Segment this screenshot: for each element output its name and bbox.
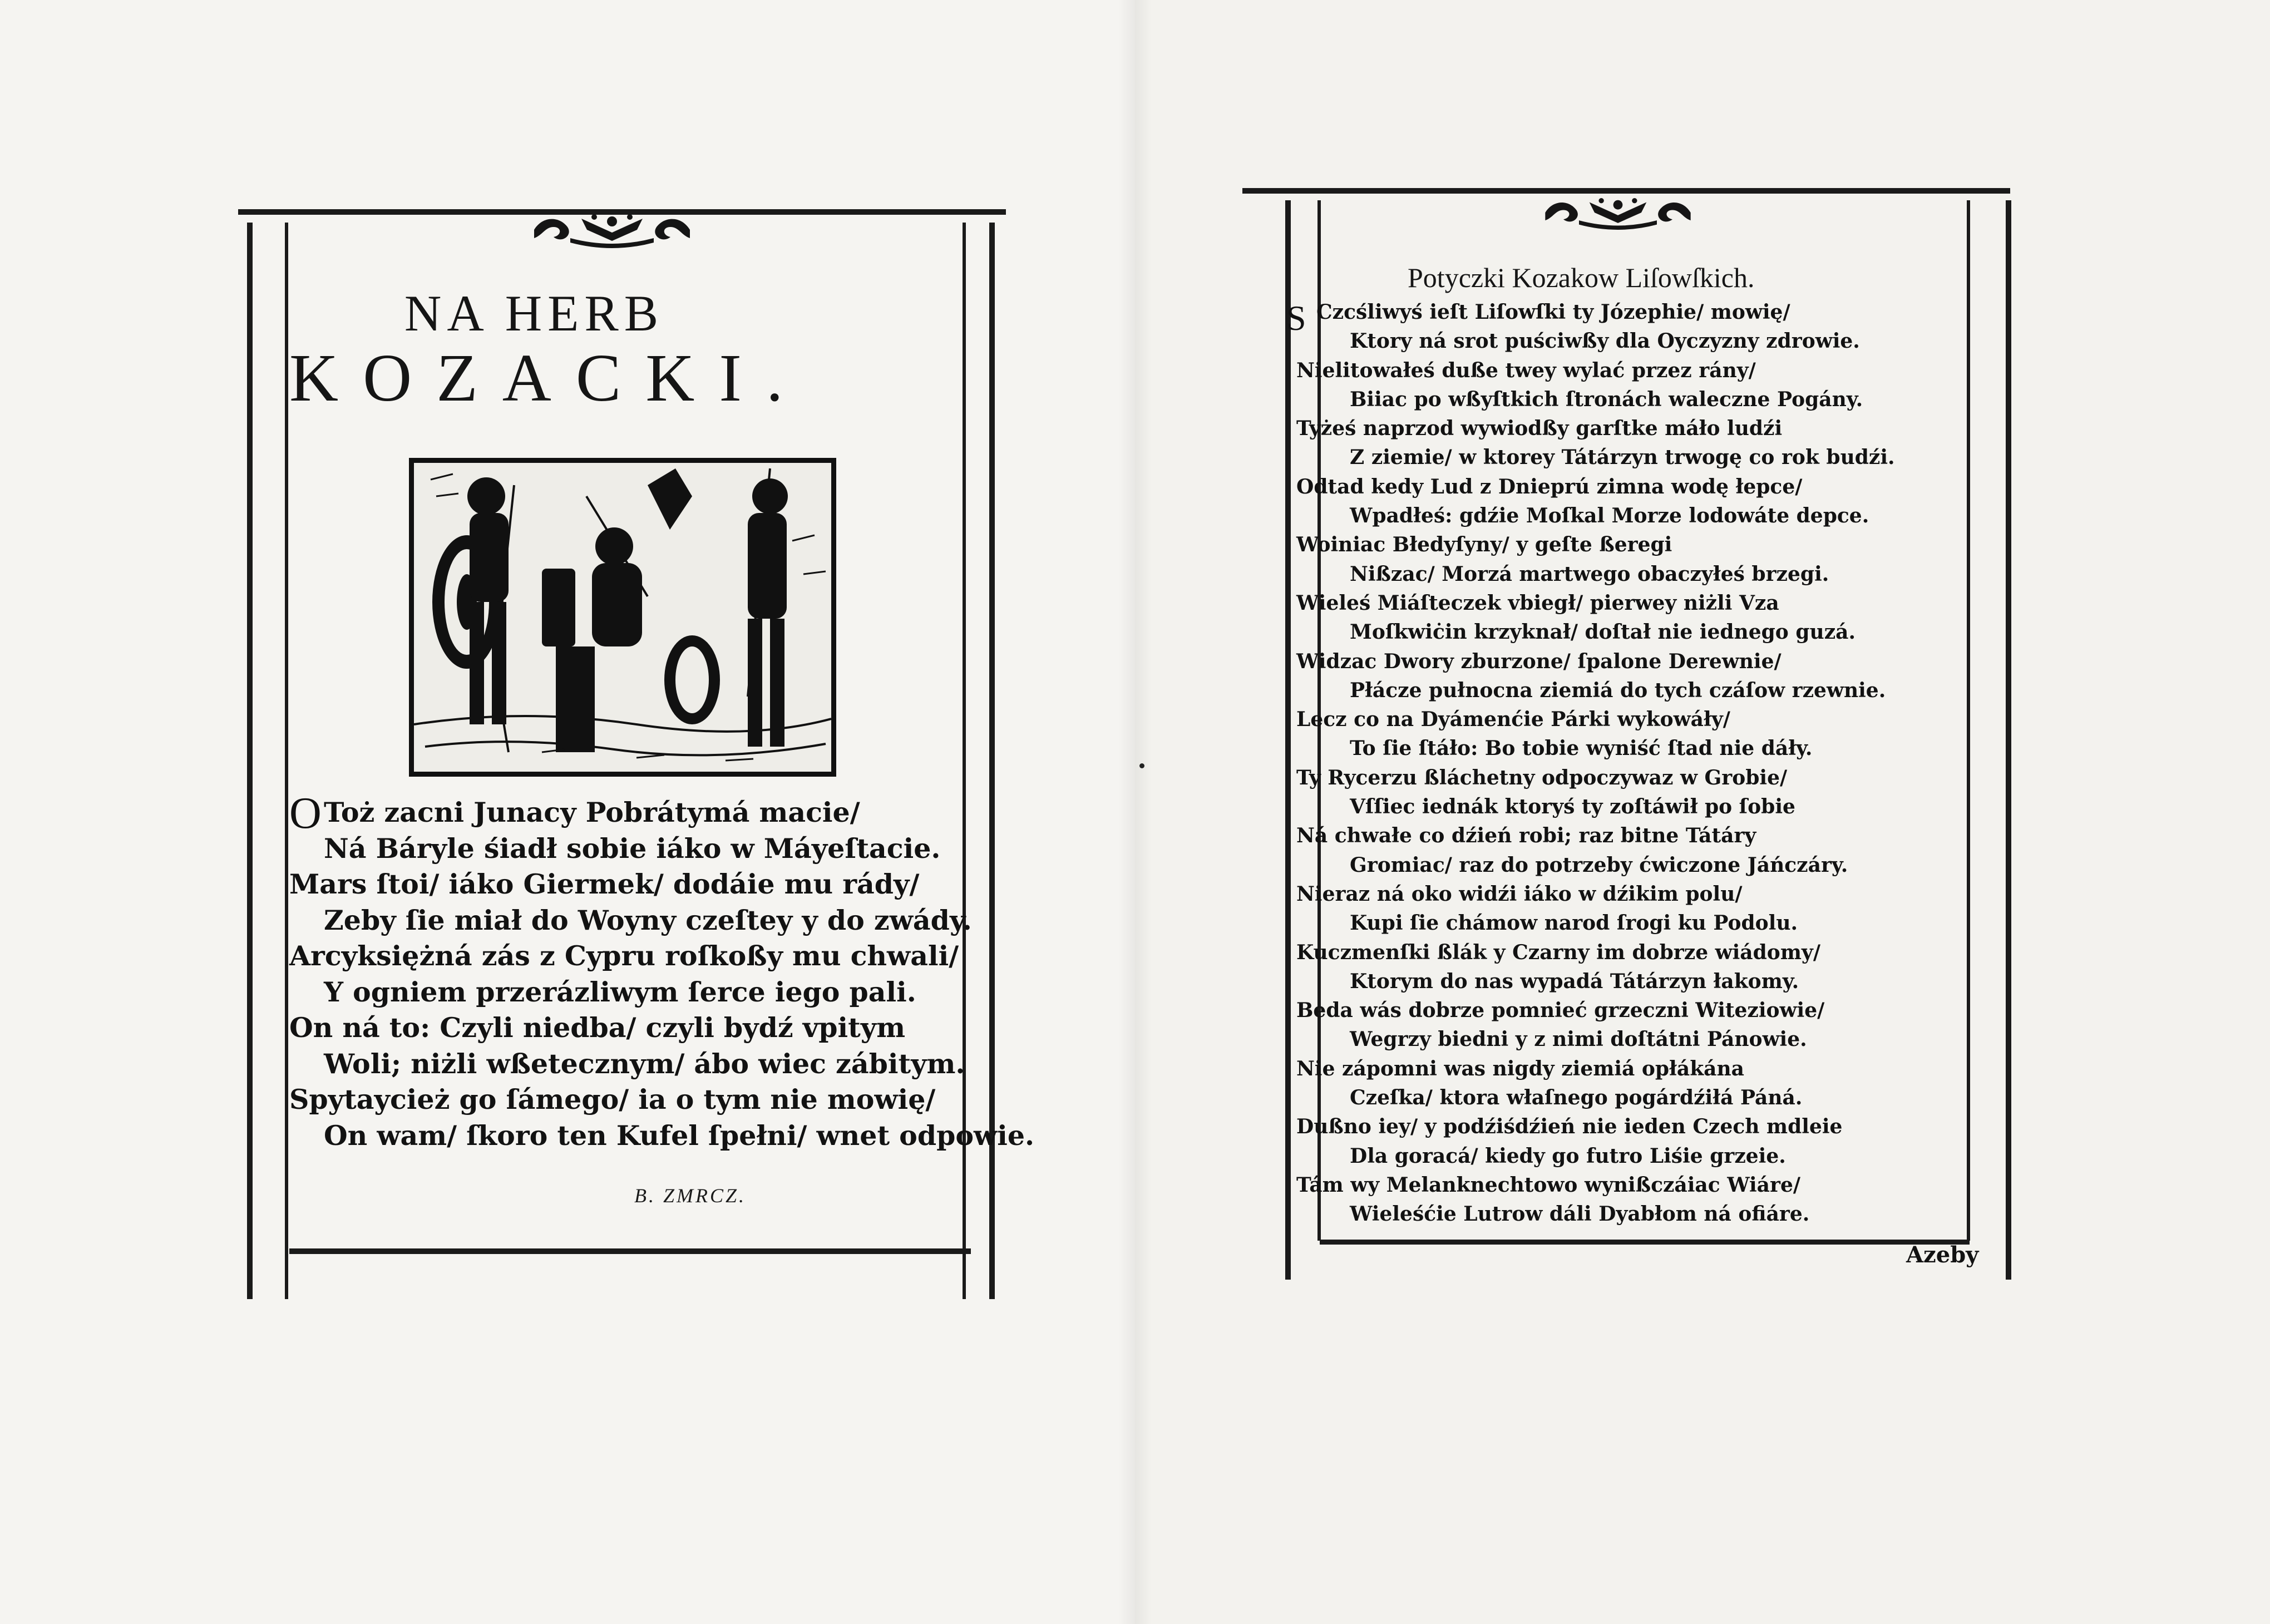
section-title: Potyczki Kozakow Liſowſkich. bbox=[1408, 262, 1755, 293]
poem-line: Arcyksiężná zás z Cypru roſkoßy mu chwali/ bbox=[289, 940, 959, 972]
poem-line: Zeby ſie miał do Woyny czeſtey y do zwády. bbox=[324, 904, 972, 936]
poem-line: Mars ſtoi/ iáko Giermek/ dodáie mu rády/ bbox=[289, 868, 920, 900]
poem-line: Woiniac Błedyſyny/ y geſte ßeregi bbox=[1296, 533, 1672, 557]
right-ornament-icon bbox=[1540, 189, 1696, 231]
poem-line: Spytaycież go ſámego/ ia o tym nie mowię/ bbox=[289, 1083, 936, 1115]
poem-line: Tyżeś naprzod wywiodßy garſtke máło ludźi bbox=[1296, 417, 1783, 441]
woodcut-illustration bbox=[409, 458, 836, 777]
poem-line: Gromiac/ raz do potrzeby ćwiczone Jáńczáry. bbox=[1350, 853, 1848, 877]
page-title-line2: KOZACKI. bbox=[289, 340, 808, 416]
poem-line: Widzac Dwory zburzone/ ſpalone Derewnie/ bbox=[1296, 649, 1782, 673]
poem-line: Nielitowałeś duße twey wylać przez rány/ bbox=[1296, 358, 1756, 382]
right-poem bbox=[1296, 298, 1895, 1229]
poem-line: Lecz co na Dyámenćie Párki wykowáły/ bbox=[1296, 708, 1730, 732]
poem-line: Toż zacni Junacy Pobrátymá macie/ bbox=[324, 796, 860, 828]
poem-line: Beda wás dobrze pomnieć grzeczni Witeziowie/ bbox=[1296, 999, 1825, 1023]
left-frame-inner-left-rule bbox=[285, 223, 288, 1299]
poem-line: Wieleśćie Lutrow dáli Dyabłom ná ofiáre. bbox=[1350, 1202, 1810, 1226]
poem-line: Czeſka/ ktora właſnego pogárdźiłá Páná. bbox=[1350, 1086, 1803, 1110]
poem-line: On ná to: Czyli niedba/ czyli bydź vpitym bbox=[289, 1011, 906, 1044]
left-ornament-icon bbox=[529, 205, 695, 249]
poem-line: Kuczmenſki ßlák y Czarny im dobrze wiádomy/ bbox=[1296, 940, 1820, 964]
poem-line: Ná Báryle śiadł sobie iáko w Máyeſtacie. bbox=[324, 832, 941, 865]
poem-line: On wam/ ſkoro ten Kufel ſpełni/ wnet odpowie. bbox=[324, 1119, 1035, 1152]
poem-line: Wieleś Miáſteczek vbiegł/ pierwey niżli Vza bbox=[1296, 591, 1779, 615]
left-poem bbox=[289, 794, 1034, 1153]
poem-line: Z ziemie/ w ktorey Tátárzyn trwogę co rok budźi. bbox=[1350, 446, 1895, 470]
poem-line: Czcśliwyś ieſt Liſowſki ty Józephie/ mowię/ bbox=[1316, 300, 1790, 324]
poem-line: Ktory ná srot puściwßy dla Oyczyzny zdrowie. bbox=[1350, 329, 1860, 353]
poem-line: Kupi ſie chámow narod ſrogi ku Podolu. bbox=[1350, 911, 1798, 935]
poem-line: Płácze pułnocna ziemiá do tych czáſow rzewnie. bbox=[1350, 678, 1886, 702]
signature: B. ZMRCZ. bbox=[634, 1184, 747, 1207]
poem-line: Biiac po wßyſtkich ſtronách waleczne Pogány. bbox=[1350, 387, 1863, 411]
poem-line: Moſkwiċin krzyknał/ doſtał nie iednego guzá. bbox=[1350, 620, 1856, 644]
drop-cap: S bbox=[1286, 298, 1306, 338]
poem-line: Nißzac/ Morzá martwego obaczyłeś brzegi. bbox=[1350, 562, 1829, 586]
page-title-line1: NA HERB bbox=[404, 285, 664, 342]
poem-line: Nie zápomni was nigdy ziemiá opłákána bbox=[1296, 1057, 1744, 1080]
poem-line: Wpadłeś: gdźie Moſkal Morze lodowáte depce. bbox=[1350, 504, 1869, 528]
poem-line: Odtad kedy Lud z Dnieprú zimna wodę łepce/ bbox=[1296, 475, 1803, 498]
catchword: Azeby bbox=[1906, 1242, 1979, 1268]
right-frame-right-rule bbox=[2006, 200, 2011, 1280]
poem-line: Ktorym do nas wypadá Tátárzyn łakomy. bbox=[1350, 969, 1799, 993]
right-frame-inner-right-rule bbox=[1967, 200, 1970, 1241]
poem-line: Woli; niżli wßetecznym/ ábo wiec zábitym. bbox=[324, 1047, 965, 1080]
right-frame-left-rule bbox=[1285, 200, 1291, 1280]
poem-line: Dla goracá/ kiedy go futro Liśie grzeie. bbox=[1350, 1144, 1786, 1168]
poem-line: Wegrzy biedni y z nimi doſtátni Pánowie. bbox=[1350, 1028, 1807, 1052]
left-frame-left-rule bbox=[247, 223, 253, 1299]
right-frame-bottom-rule bbox=[1320, 1240, 1970, 1245]
drop-cap: O bbox=[289, 789, 322, 838]
poem-line: Y ogniem przerázliwym ſerce iego pali. bbox=[324, 975, 916, 1008]
poem-line: Dußno iey/ y podźiśdźień nie ieden Czech mdleie bbox=[1296, 1115, 1843, 1139]
poem-line: To ſie ſtáło: Bo tobie wyniść ſtad nie dáły. bbox=[1350, 737, 1813, 761]
poem-line: Nieraz ná oko widźi iáko w dźikim polu/ bbox=[1296, 882, 1743, 906]
poem-line: Vſſiec iednák ktoryś ty zoſtáwił po ſobie bbox=[1350, 795, 1795, 819]
poem-line: Tám wy Melanknechtowo wynißczáiac Wiáre/ bbox=[1296, 1173, 1801, 1197]
poem-line: Ty Rycerzu ßláchetny odpoczywaz w Grobie/ bbox=[1296, 766, 1788, 789]
woodcut-figures-image bbox=[414, 463, 831, 772]
left-frame-bottom-rule bbox=[289, 1248, 971, 1254]
poem-line: Ná chwałe co dźień robi; raz bitne Tátáry bbox=[1296, 824, 1756, 848]
